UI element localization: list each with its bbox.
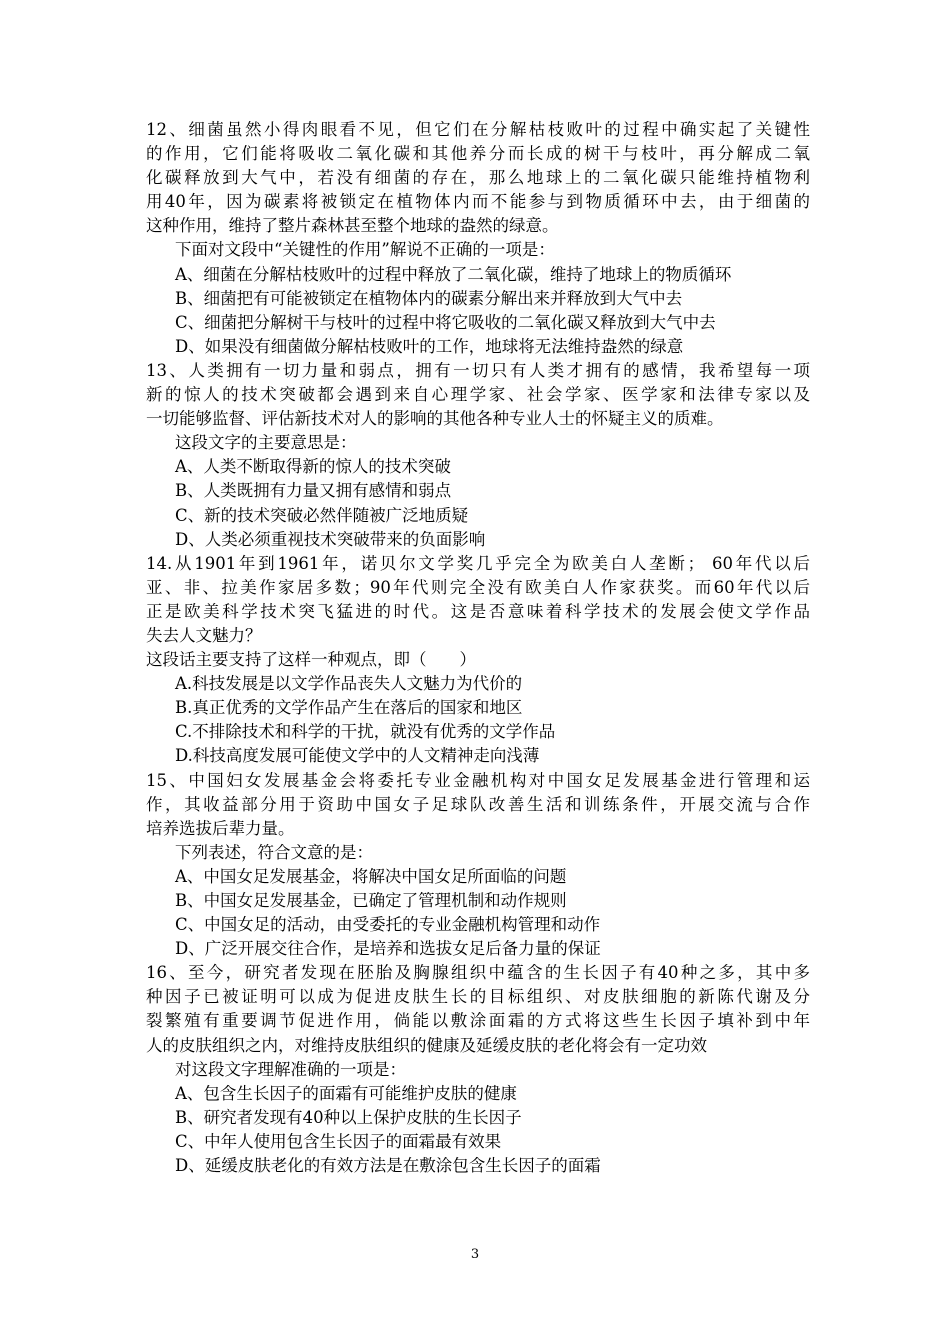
page-number: 3 — [470, 1247, 480, 1262]
question-text-line: 这种作用，维持了整片森林甚至整个地球的盎然的绿意。 — [146, 216, 559, 236]
question-text-line: 15、中国妇女发展基金会将委托专业金融机构对中国女足发展基金进行管理和运 — [146, 770, 810, 790]
answer-option: C、中年人使用包含生长因子的面霜最有效果 — [175, 1131, 502, 1151]
question-15 — [146, 769, 810, 962]
question-text-line: 化碳释放到大气中，若没有细菌的存在，那么地球上的二氧化碳只能维持植物利 — [146, 168, 810, 188]
question-prompt: 对这段文字理解准确的一项是： — [175, 1059, 406, 1079]
answer-option: D.科技高度发展可能使文学中的人文精神走向浅薄 — [175, 746, 540, 766]
question-text-line: 培养选拔后辈力量。 — [146, 818, 295, 838]
question-text-line: 亚、非、拉美作家居多数；90年代则完全没有欧美白人作家获奖。而60年代以后 — [146, 577, 810, 597]
answer-option: A、包含生长因子的面霜有可能维护皮肤的健康 — [175, 1083, 517, 1103]
question-16 — [146, 961, 810, 1178]
answer-option: C、细菌把分解树干与枝叶的过程中将它吸收的二氧化碳又释放到大气中去 — [175, 312, 716, 332]
question-14 — [146, 552, 810, 769]
answer-option: C、中国女足的活动，由受委托的专业金融机构管理和动作 — [175, 915, 601, 935]
question-text-line: 失去人文魅力？ — [146, 625, 262, 645]
answer-option: A、细菌在分解枯枝败叶的过程中释放了二氧化碳，维持了地球上的物质循环 — [175, 264, 732, 284]
question-prompt: 这段文字的主要意思是： — [175, 433, 357, 453]
answer-option: C、新的技术突破必然伴随被广泛地质疑 — [175, 505, 469, 525]
answer-option: B、细菌把有可能被锁定在植物体内的碳素分解出来并释放到大气中去 — [175, 288, 683, 308]
question-text-line: 种因子已被证明可以成为促进皮肤生长的目标组织、对皮肤细胞的新陈代谢及分 — [146, 987, 810, 1007]
question-prompt: 下面对文段中“关键性的作用”解说不正确的一项是： — [175, 240, 555, 260]
question-list — [146, 118, 810, 1178]
question-prompt: 下列表述，符合文意的是： — [175, 842, 373, 862]
answer-option: D、延缓皮肤老化的有效方法是在敷涂包含生长因子的面霜 — [175, 1156, 601, 1176]
question-text-line: 一切能够监督、评估新技术对人的影响的其他各种专业人士的怀疑主义的质难。 — [146, 409, 724, 429]
question-text-line: 13、人类拥有一切力量和弱点，拥有一切只有人类才拥有的感情，我希望每一项 — [146, 360, 810, 380]
question-text-line: 正是欧美科学技术突飞猛进的时代。这是否意味着科学技术的发展会使文学作品 — [146, 601, 810, 621]
question-text-line: 裂繁殖有重要调节促进作用，倘能以敷涂面霜的方式将这些生长因子填补到中年 — [146, 1011, 810, 1031]
question-text-line: 用40年，因为碳素将被锁定在植物体内而不能参与到物质循环中去，由于细菌的 — [146, 192, 810, 212]
answer-option: B、中国女足发展基金，已确定了管理机制和动作规则 — [175, 891, 567, 910]
answer-option: B、人类既拥有力量又拥有感情和弱点 — [175, 481, 452, 501]
answer-option: B、研究者发现有40种以上保护皮肤的生长因子 — [175, 1107, 522, 1127]
answer-option: A.科技发展是以文学作品丧失人文魅力为代价的 — [175, 674, 523, 694]
question-text-line: 新的惊人的技术突破都会遇到来自心理学家、社会学家、医学家和法律专家以及 — [146, 385, 810, 405]
answer-option: A、人类不断取得新的惊人的技术突破 — [175, 457, 451, 477]
answer-option: B.真正优秀的文学作品产生在落后的国家和地区 — [175, 698, 523, 718]
answer-option: C.不排除技术和科学的干扰，就没有优秀的文学作品 — [175, 722, 556, 742]
question-text-line: 人的皮肤组织之内，对维持皮肤组织的健康及延缓皮肤的老化将会有一定功效 — [146, 1035, 707, 1055]
question-text-line: 16、至今，研究者发现在胚胎及胸腺组织中蕴含的生长因子有40种之多，其中多 — [146, 963, 810, 983]
question-text-line: 的作用，它们能将吸收二氧化碳和其他养分而长成的树干与枝叶，再分解成二氧 — [146, 144, 810, 164]
answer-option: D、如果没有细菌做分解枯枝败叶的工作，地球将无法维持盎然的绿意 — [175, 336, 684, 356]
question-text-line: 14.从1901年到1961年，诺贝尔文学奖几乎完全为欧美白人垄断； 60年代以后 — [146, 553, 810, 573]
answer-option: D、人类必须重视技术突破带来的负面影响 — [175, 529, 486, 549]
answer-option: A、中国女足发展基金，将解决中国女足所面临的问题 — [175, 866, 567, 886]
question-text-line: 12、细菌虽然小得肉眼看不见，但它们在分解枯枝败叶的过程中确实起了关键性 — [146, 120, 810, 139]
answer-option: D、广泛开展交往合作，是培养和选拔女足后备力量的保证 — [175, 939, 601, 959]
question-text-line: 作，其收益部分用于资助中国女子足球队改善生活和训练条件，开展交流与合作 — [146, 794, 810, 814]
question-prompt: 这段话主要支持了这样一种观点，即（ ） — [146, 650, 476, 670]
question-13 — [146, 359, 810, 552]
question-12 — [146, 118, 810, 359]
